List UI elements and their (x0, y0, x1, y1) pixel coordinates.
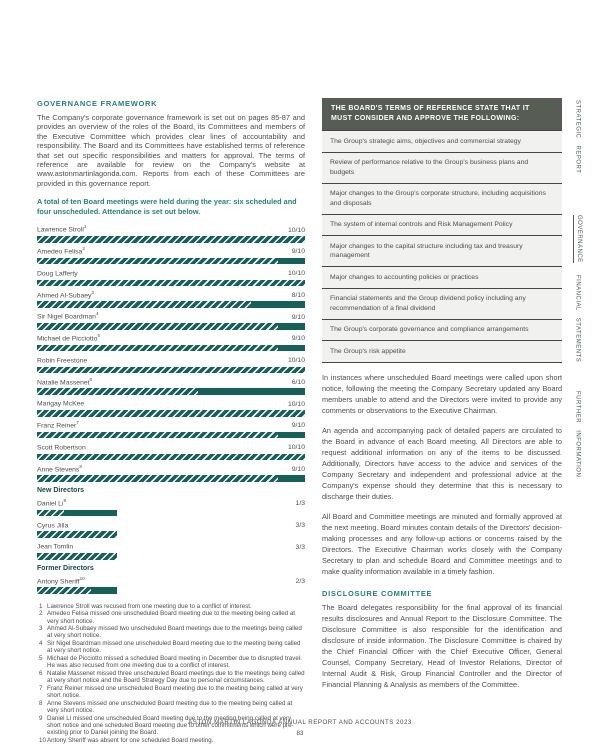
attendance-bar (37, 475, 305, 482)
former-directors-chart (37, 575, 305, 594)
attendance-score: 10/10 (287, 400, 305, 408)
bar-attended-segment (37, 323, 278, 330)
footnote-text: Lawrence Stroll was recused from one meeting due to a conflict of interest. (47, 602, 252, 610)
footnote-item (37, 625, 305, 639)
director-name: Daniel Li$^9$ (37, 497, 67, 508)
footnote-ref: 2 (82, 246, 85, 252)
director-name: Antony Sheriff$^{10}$ (37, 575, 85, 585)
right-column (322, 98, 562, 690)
director-name: Natalie Massenet$^6$ (37, 376, 93, 386)
attendance-score: 9/10 (291, 335, 305, 343)
attendance-row-head (37, 575, 305, 586)
side-tab[interactable] (575, 391, 581, 477)
footnote-ref: 1 (83, 224, 87, 230)
attendance-row (37, 397, 305, 416)
director-name: Sir Nigel Boardman$^4$ (37, 311, 99, 321)
attendance-row-head (37, 463, 305, 474)
attendance-bar (37, 345, 305, 352)
footnote-number: 4 (39, 640, 43, 648)
disclosure-committee-text: The Board delegates responsibility for the final approval of its financial results disclosures and Annual Report to the Disclosure Committee. The Disclosure Committee is also responsible for the identification and disclosure of inside information. The Disclosure Committee is chaired by the Chief Financial Officer with the Chief Executive Officer, General Counsel, Company Secretary, Head of Investor Relations, Director of Internal Audit & Risk, Group Financial Controller and the Director of Financial Planning & Analysis as members of the Committee. (322, 602, 562, 689)
bar-attended-segment (37, 432, 278, 439)
attendance-bar (37, 410, 305, 417)
attendance-bar (37, 531, 117, 538)
director-name: Marigay McKee (37, 400, 85, 408)
new-directors-heading: New Directors (37, 486, 85, 494)
bar-attended-segment (37, 236, 305, 243)
attendance-row-head (37, 441, 305, 452)
footnote-number: 1 (39, 602, 43, 610)
footnote-number: 9 (39, 714, 43, 722)
attendance-score: 2/3 (295, 577, 305, 585)
former-directors-heading: Former Directors (37, 564, 94, 572)
footnote-text: Anne Stevens missed one unscheduled Board meeting due to the meeting being called at very short notice. (47, 699, 293, 714)
footnote-ref: 9 (63, 497, 67, 503)
disclosure-committee-heading: DISCLOSURE COMMITTEE (322, 588, 433, 598)
footnote-ref: 5 (97, 333, 101, 339)
governance-framework-text: The Company's corporate governance framework is set out on pages 85-87 and provides an overview of the roles of the Board, its Committees and members of the Executive Committee which provides clear lines of accountability and responsibility. The Board and its Committees have established terms of reference that set out specific responsibilities and matters for approval. The terms of reference are available for review on the Company's website at www.astonmartinlagonda.com. Reports from each of these Committees are provided in this governance report. (37, 113, 305, 188)
attendance-row (37, 310, 305, 329)
attendance-row (37, 223, 305, 242)
footnote-item (37, 610, 305, 624)
attendance-row-head (37, 397, 305, 408)
attendance-row-head (37, 354, 305, 365)
director-name: Scott Robertson (37, 444, 86, 452)
director-name: Franz Reiner$^7$ (37, 420, 79, 430)
director-name: Lawrence Stroll$^1$ (37, 224, 87, 234)
footnote-item (37, 640, 305, 654)
body-paragraph: All Board and Committee meetings are minuted and formally approved at the next meeting. Board minutes contain details of the Directors' decision-making processes and any follow-up actions or concerns raised by the Directors. The Executive Chairman works closely with the Company Secretary to plan and schedule Board and Committee meetings and to make quality information available in a timely fashion. (322, 511, 562, 576)
attendance-bar (37, 323, 305, 330)
footnote-number: 10 (39, 736, 46, 744)
attendance-score: 6/10 (291, 378, 305, 386)
bar-attended-segment (37, 345, 278, 352)
attendance-score: 9/10 (291, 422, 305, 430)
bar-attended-segment (37, 388, 198, 395)
attendance-score: 8/10 (291, 291, 305, 299)
attendance-score: 9/10 (291, 248, 305, 256)
footnote-item (37, 737, 305, 744)
attendance-score: 10/10 (287, 226, 305, 234)
attendance-score: 3/3 (295, 543, 305, 551)
bar-attended-segment (37, 510, 64, 517)
attendance-row-head (37, 245, 305, 256)
director-name: Anne Stevens$^8$ (37, 463, 82, 473)
attendance-row-head (37, 419, 305, 430)
footnote-ref: 4 (95, 311, 99, 317)
attendance-row (37, 419, 305, 438)
footnote-text: Amedeo Felisa missed one unscheduled Board meeting due to the meeting being called at very short notice. (47, 610, 296, 625)
director-name: Amedeo Felisa$^2$ (37, 246, 85, 256)
attendance-bar (37, 301, 305, 308)
attendance-bar (37, 432, 305, 439)
footnote-ref: 3 (91, 289, 94, 295)
terms-item: Review of performance relative to the Group's business plans and budgets (322, 152, 562, 183)
attendance-row (37, 332, 305, 351)
footnote-text: Daniel Li missed one unscheduled Board meeting due to the meeting being called at very short notice and one scheduled Board meeting due to other commitments which were pre-existing prior to Daniel joining the Board. (47, 714, 294, 737)
attendance-score: 3/3 (295, 521, 305, 529)
side-tab-label: STRATEGIC REPORT (574, 100, 581, 174)
footnote-number: 2 (39, 610, 43, 618)
director-name: Ahmed Al-Subaey$^3$ (37, 289, 94, 299)
footnote-item (37, 685, 305, 699)
terms-item: Major changes to the Group's corporate structure, including acquisitions and disposals (322, 183, 562, 214)
footnote-text: Ahmed Al-Subaey missed two unscheduled Board meetings due to the meetings being called at very short notice. (47, 625, 302, 640)
attendance-bar (37, 258, 305, 265)
attendance-bar (37, 553, 117, 560)
bar-attended-segment (37, 410, 305, 417)
page-number: 83 (296, 730, 304, 737)
director-name: Cyrus Jilla (37, 521, 69, 529)
attendance-lead: A total of ten Board meetings were held during the year: six scheduled and four unscheduled. Attendance is set out below. (37, 197, 297, 216)
attendance-row (37, 267, 305, 286)
footnote-text: Antony Sheriff was absent for one scheduled Board meeting. (47, 736, 214, 744)
attendance-row (37, 245, 305, 264)
attendance-row-head (37, 376, 305, 387)
footnote-number: 3 (39, 625, 43, 633)
attendance-row (37, 289, 305, 308)
side-tab-label: FINANCIAL STATEMENTS (574, 275, 581, 363)
attendance-bar (37, 510, 117, 517)
side-tab[interactable] (575, 100, 581, 173)
footnote-ref: 10 (79, 575, 85, 581)
attendance-chart (37, 223, 305, 481)
bar-attended-segment (37, 258, 278, 265)
footnote-ref: 8 (79, 463, 82, 469)
terms-item: Financial statements and the Group dividend policy including any recommendation of a final dividend (322, 288, 562, 319)
body-paragraph: In instances where unscheduled Board meetings were called upon short notice, following the meeting the Company Secretary updated any Board members unable to attend and the Directors were invited to provide any comments or observations to the Executive Chairman. (322, 372, 562, 415)
attendance-score: 1/3 (295, 500, 305, 508)
body-paragraphs (322, 372, 562, 577)
terms-item: The Group's corporate governance and compliance arrangements (322, 319, 562, 341)
attendance-row-head (37, 289, 305, 300)
left-column (37, 99, 305, 745)
page-footer (0, 719, 600, 737)
director-name: Robin Freestone (37, 357, 88, 365)
attendance-bar (37, 587, 117, 594)
attendance-row-head (37, 519, 305, 530)
attendance-bar (37, 367, 305, 374)
terms-item: Major changes to the capital structure including tax and treasury management (322, 235, 562, 266)
attendance-score: 9/10 (291, 313, 305, 321)
footnote-number: 7 (39, 684, 43, 692)
footnote-text: Michael de Picciotto missed a scheduled Board meeting in December due to disrupted travel. He was also recused from one meeting due to a conflict of interest. (47, 655, 302, 670)
attendance-bar (37, 236, 305, 243)
attendance-row (37, 519, 305, 538)
attendance-row-head (37, 267, 305, 278)
director-name: Doug Lafferty (37, 270, 78, 278)
footnote-number: 8 (39, 699, 43, 707)
attendance-row (37, 497, 305, 516)
attendance-score: 10/10 (287, 444, 305, 452)
side-tab-label: FURTHER INFORMATION (574, 391, 581, 478)
bar-attended-segment (37, 587, 91, 594)
attendance-bar (37, 454, 305, 461)
bar-attended-segment (37, 475, 278, 482)
terms-box-header: THE BOARD'S TERMS OF REFERENCE STATE THAT IT MUST CONSIDER AND APPROVE THE FOLLOWING: (322, 98, 562, 130)
director-name: Jean Tomlin (37, 543, 74, 551)
terms-item: The Group's risk appetite (322, 340, 562, 362)
director-name: Michael de Picciotto$^5$ (37, 333, 101, 343)
section-side-nav (573, 100, 582, 478)
attendance-row (37, 441, 305, 460)
attendance-row (37, 376, 305, 395)
terms-item: Major changes to accounting policies or practices (322, 266, 562, 288)
side-tab-label: GOVERNANCE (576, 215, 582, 264)
attendance-row (37, 354, 305, 373)
attendance-row-head (37, 497, 305, 508)
side-tab[interactable] (575, 275, 581, 362)
attendance-row-head (37, 310, 305, 321)
attendance-score: 9/10 (291, 465, 305, 473)
footnote-item (37, 670, 305, 684)
governance-framework-heading: GOVERNANCE FRAMEWORK (37, 99, 158, 108)
footer-line: ASTON MARTIN LAGONDA ANNUAL REPORT AND ACCOUNTS 2023 (188, 719, 412, 726)
terms-item: The Group's strategic aims, objectives and commercial strategy (322, 130, 562, 152)
bar-attended-segment (37, 280, 305, 287)
attendance-score: 10/10 (287, 270, 305, 278)
new-directors-chart (37, 497, 305, 560)
footnote-text: Sir Nigel Boardman missed one unscheduled Board meeting due to the meeting being called at very short notice. (47, 640, 301, 655)
footnote-item (37, 603, 305, 610)
terms-list (322, 130, 562, 363)
footnote-number: 6 (39, 669, 43, 677)
footnote-text: Franz Reiner missed one unscheduled Board meeting due to the meeting being called at very short notice. (47, 684, 303, 700)
side-tab[interactable] (573, 215, 582, 263)
bar-attended-segment (37, 367, 305, 374)
attendance-bar (37, 280, 305, 287)
attendance-row (37, 463, 305, 482)
attendance-score: 10/10 (287, 357, 305, 365)
attendance-row-head (37, 540, 305, 551)
bar-attended-segment (37, 454, 305, 461)
attendance-row-head (37, 223, 305, 234)
bar-attended-segment (37, 531, 117, 538)
attendance-bar (37, 388, 305, 395)
footnote-number: 5 (39, 655, 43, 663)
attendance-row-head (37, 332, 305, 343)
attendance-row (37, 540, 305, 559)
footnote-item (37, 655, 305, 669)
footnote-ref: 6 (89, 376, 93, 382)
attendance-row (37, 575, 305, 594)
footnote-ref: 7 (76, 420, 79, 426)
footnote-text: Natalie Massenet missed three unscheduled Board meetings due to the meetings being called at very short notice and the Board Strategy Day due to personal circumstances. (47, 669, 305, 685)
footnote-item (37, 700, 305, 714)
bar-attended-segment (37, 301, 251, 308)
bar-attended-segment (37, 553, 117, 560)
terms-item: The system of internal controls and Risk Management Policy (322, 214, 562, 236)
body-paragraph: An agenda and accompanying pack of detailed papers are circulated to the Board in advance of each Board meeting. All Directors are able to request additional information on any of the items to be discussed. Additionally, Directors have access to the advice and services of the Company Secretary and independent and professional advice at the Company's expense should they determine that this is necessary to discharge their duties. (322, 425, 562, 501)
